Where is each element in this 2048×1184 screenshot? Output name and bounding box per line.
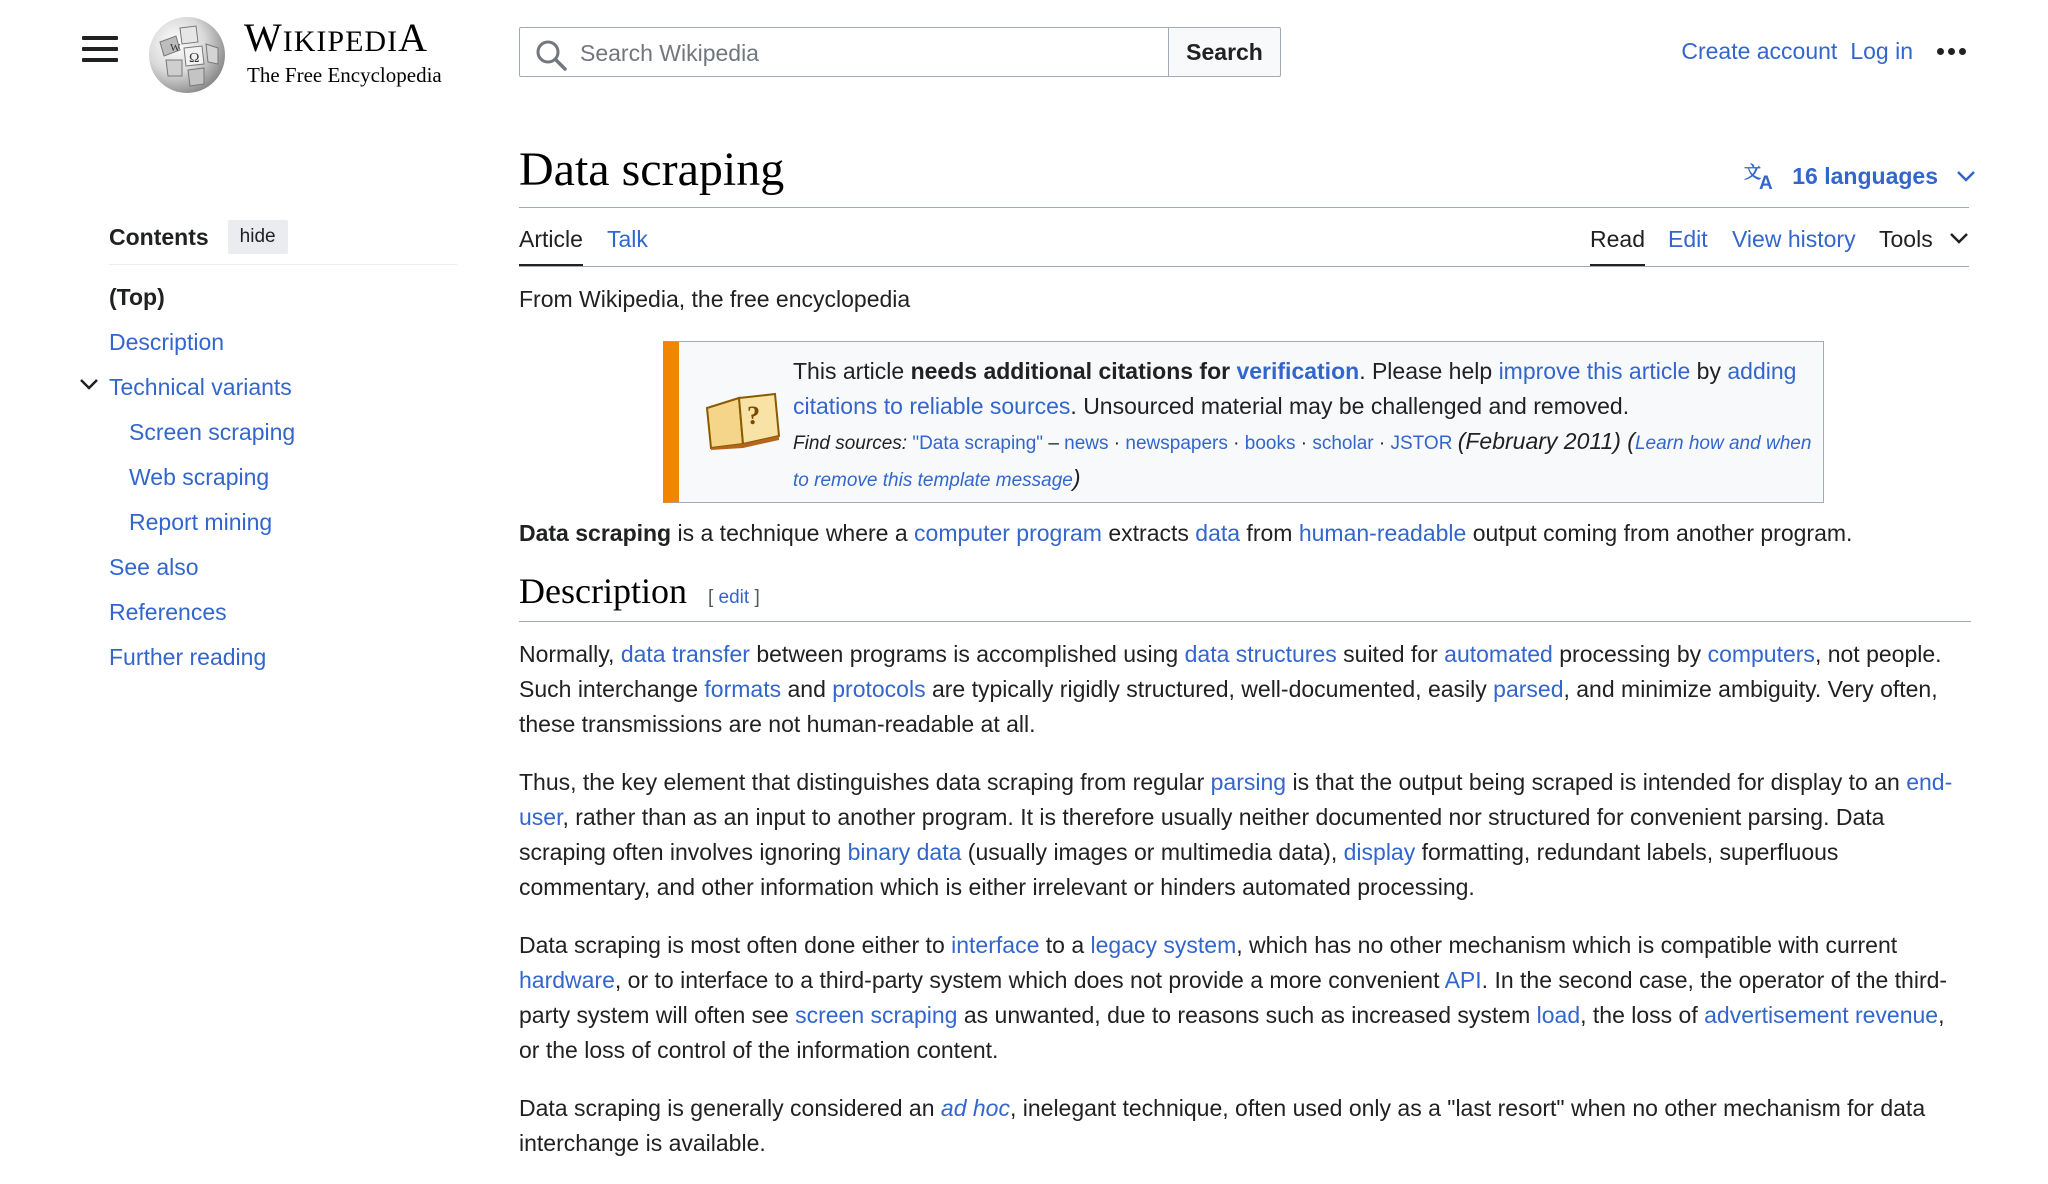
paragraph-4 (519, 1091, 1971, 1161)
wordmark-middle: IKIPEDI (282, 25, 399, 58)
paren: ( (1620, 428, 1635, 454)
notice-text: . Please help (1359, 358, 1499, 384)
scholar-link[interactable]: scholar (1312, 433, 1374, 454)
lead-paragraph (519, 516, 1971, 551)
api-link[interactable]: API (1444, 967, 1482, 993)
tabs-divider (519, 266, 1969, 267)
binary-data-link[interactable]: binary data (847, 839, 962, 865)
parsed-link[interactable]: parsed (1493, 676, 1564, 702)
find-sources-line (793, 424, 1823, 498)
text: (usually images or multimedia data), (961, 839, 1344, 865)
text: and (781, 676, 833, 702)
parsing-link[interactable]: parsing (1210, 769, 1287, 795)
citation-notice-box (663, 341, 1824, 503)
toc-item-see-also[interactable]: See also (109, 554, 199, 580)
text: are typically rigidly structured, well-documented, easily (925, 676, 1494, 702)
text: , and minimize ambiguity. Very often, these transmissions are not human-readable at all. (519, 676, 1938, 737)
notice-date: (February 2011) (1457, 428, 1621, 454)
language-count: 16 languages (1792, 162, 1938, 189)
page-title: Data scraping (519, 143, 785, 196)
bracket: [ (707, 587, 719, 608)
table-of-contents (109, 220, 457, 688)
notice-message (793, 354, 1823, 424)
toc-item-web-scraping[interactable]: Web scraping (129, 464, 270, 490)
text: , which has no other mechanism which is compatible with current (1236, 932, 1898, 958)
query-link[interactable]: "Data scraping" (912, 433, 1044, 454)
books-link[interactable]: books (1244, 433, 1296, 454)
improve-article-link[interactable]: improve this article (1498, 358, 1691, 384)
text: is that the output being scraped is intended for display to an (1286, 769, 1907, 795)
interface-link[interactable]: interface (951, 932, 1040, 958)
log-in-link[interactable]: Log in (1850, 38, 1913, 64)
text: , not people. Such interchange (519, 641, 1942, 702)
main-menu-button[interactable] (82, 36, 118, 66)
paragraph-1 (519, 637, 1971, 742)
text: , rather than as an input to another program. It is therefore usually neither documented nor structured for convenient parsing. Data scraping often involves ignoring (519, 804, 1885, 865)
text: from (1240, 520, 1299, 546)
formats-link[interactable]: formats (704, 676, 782, 702)
text: between programs is accomplished using (749, 641, 1185, 667)
search-icon (534, 38, 568, 72)
text: is a technique where a (671, 520, 915, 546)
tab-article[interactable]: Article (519, 226, 583, 267)
translate-icon (1744, 161, 1778, 191)
human-readable-link[interactable]: human-readable (1298, 520, 1467, 546)
legacy-system-link[interactable]: legacy system (1090, 932, 1237, 958)
find-sources-label: Find sources: (793, 433, 908, 454)
search-input[interactable] (578, 36, 1152, 70)
toc-title: Contents (109, 223, 209, 250)
section-title: Description (519, 571, 687, 611)
wikipedia-globe-logo[interactable] (146, 14, 228, 92)
title-divider (519, 207, 1969, 208)
text: extracts (1101, 520, 1196, 546)
bracket: ] (749, 587, 760, 608)
text: processing by (1552, 641, 1708, 667)
search-button[interactable]: Search (1168, 27, 1281, 77)
book-question-icon (703, 386, 783, 450)
user-links (1668, 38, 1966, 65)
section-heading-description (519, 571, 1971, 622)
text: Thus, the key element that distinguishes data scraping from regular (519, 769, 1211, 795)
text: Normally, (519, 641, 621, 667)
chevron-down-icon[interactable] (79, 377, 99, 391)
tab-view-history[interactable]: View history (1732, 226, 1856, 252)
data-structures-link[interactable]: data structures (1184, 641, 1337, 667)
wordmark-first-letter: W (244, 15, 283, 60)
screen-scraping-link[interactable]: screen scraping (795, 1002, 958, 1028)
text: , inelegant technique, often used only as a "last resort" when no other mechanism for data interchange is available. (519, 1095, 1926, 1156)
svg-text:Ω: Ω (189, 51, 200, 66)
wordmark-last-letter: A (398, 15, 428, 60)
text: formatting, redundant labels, superfluous commentary, and other information which is either irrelevant or hinders automated processing. (519, 839, 1839, 900)
more-options-icon[interactable] (1937, 48, 1966, 55)
svg-text:?: ? (747, 401, 760, 430)
page-tabs (519, 226, 1969, 267)
text: as unwanted, due to reasons such as increased system (957, 1002, 1537, 1028)
separator: · (1295, 433, 1313, 454)
data-link[interactable]: data (1195, 520, 1241, 546)
notice-text: This article (793, 358, 911, 384)
newspapers-link[interactable]: newspapers (1125, 433, 1228, 454)
toc-item-label: Technical variants (109, 374, 292, 400)
notice-bold-text: needs additional citations for (910, 358, 1237, 384)
text: . In the second case, the operator of the third-party system will often see (519, 967, 1948, 1028)
display-link[interactable]: display (1343, 839, 1416, 865)
text: suited for (1336, 641, 1445, 667)
lead-bold-term: Data scraping (519, 520, 672, 546)
paragraph-3 (519, 928, 1971, 1068)
tab-talk[interactable]: Talk (607, 226, 648, 252)
chevron-down-icon (1956, 170, 1976, 182)
computers-link[interactable]: computers (1707, 641, 1815, 667)
toc-item-references[interactable]: References (109, 599, 227, 625)
separator: · (1108, 433, 1126, 454)
wikipedia-wordmark[interactable] (244, 15, 442, 88)
text: , the loss of (1580, 1002, 1705, 1028)
site-sub-tagline: From Wikipedia, the free encyclopedia (519, 286, 911, 312)
toc-item-further-reading[interactable]: Further reading (109, 644, 267, 670)
search-box[interactable] (519, 27, 1170, 77)
notice-text: . Unsourced material may be challenged and removed. (1070, 393, 1630, 419)
hardware-link[interactable]: hardware (519, 967, 615, 993)
notice-text: by (1690, 358, 1728, 384)
toc-hide-button[interactable]: hide (228, 220, 288, 254)
tab-read[interactable]: Read (1590, 226, 1645, 267)
create-account-link[interactable]: Create account (1681, 38, 1838, 64)
svg-text:文: 文 (1744, 163, 1762, 183)
end-user-link[interactable]: end-user (519, 769, 1953, 830)
language-button[interactable] (1744, 161, 1990, 191)
tab-edit[interactable]: Edit (1668, 226, 1708, 252)
wordmark-tagline: The Free Encyclopedia (247, 63, 442, 87)
toc-item-description[interactable]: Description (109, 329, 225, 355)
chevron-down-icon (1949, 232, 1969, 244)
advertisement-revenue-link[interactable]: advertisement revenue (1704, 1002, 1939, 1028)
text: to a (1039, 932, 1091, 958)
tools-label: Tools (1879, 226, 1933, 252)
svg-text:W: W (170, 42, 181, 54)
toc-item-top[interactable]: (Top) (109, 284, 165, 310)
text: output coming from another program. (1466, 520, 1853, 546)
news-link[interactable]: news (1064, 433, 1109, 454)
adding-citations-link[interactable]: adding citations to reliable sources (793, 358, 1797, 419)
verification-link[interactable]: verification (1236, 358, 1360, 384)
jstor-link[interactable]: JSTOR (1390, 433, 1453, 454)
article-body (519, 516, 1971, 1184)
tools-menu[interactable] (1879, 226, 1969, 267)
data-transfer-link[interactable]: data transfer (620, 641, 750, 667)
paragraph-2 (519, 765, 1971, 905)
dash: – (1043, 433, 1065, 454)
ad-hoc-link[interactable]: ad hoc (940, 1095, 1010, 1121)
section-edit (708, 580, 760, 615)
text: Data scraping is most often done either to (519, 932, 952, 958)
toc-item-report-mining[interactable]: Report mining (129, 509, 273, 535)
section-edit-link[interactable]: edit (718, 587, 750, 608)
load-link[interactable]: load (1536, 1002, 1581, 1028)
separator: · (1227, 433, 1245, 454)
learn-remove-template-link[interactable]: Learn how and when to remove this template message (793, 433, 1812, 491)
automated-link[interactable]: automated (1444, 641, 1553, 667)
text: Data scraping is generally considered an (519, 1095, 941, 1121)
toc-item-technical-variants[interactable] (109, 373, 457, 418)
toc-item-screen-scraping[interactable]: Screen scraping (129, 419, 296, 445)
protocols-link[interactable]: protocols (832, 676, 926, 702)
svg-text:A: A (1759, 173, 1773, 191)
text: , or to interface to a third-party system which does not provide a more convenient (614, 967, 1445, 993)
text: , or the loss of control of the information content. (519, 1002, 1945, 1063)
computer-program-link[interactable]: computer program (914, 520, 1102, 546)
paren: ) (1072, 465, 1081, 491)
separator: · (1373, 433, 1391, 454)
